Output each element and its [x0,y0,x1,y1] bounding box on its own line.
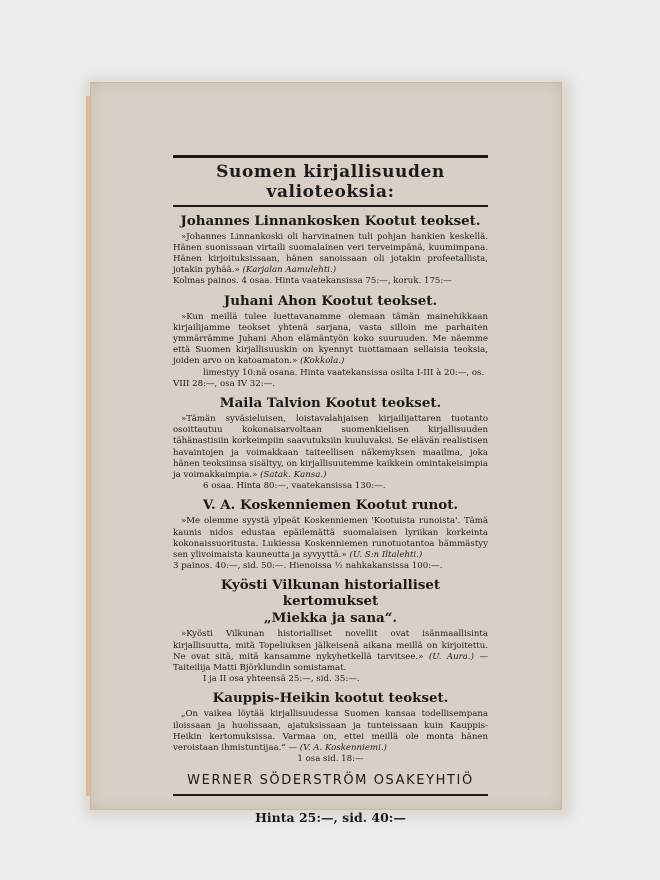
section-quote: „On vaikea löytää kirjallisuudessa Suomen kansaa todellisempana iloissaan ja huolissaan, ajatuksissaan ja tunteissaan kuin Kauppis-Heikin kertomuksissa. Varmaa on, ettei meillä ole monta hänen veroistaan ihmistuntijaa.“ — (V. A. Koskenniemi.) [173,709,488,753]
section-linnankoski [173,213,488,288]
book-price: Hinta 25:—, sid. 40:— [255,810,406,826]
section-quote: »Me olemme syystä ylpeät Koskenniemen 'Kootuista runoista'. Tämä kaunis nidos edustaa epäilemättä suomalaisen lyriikan korkeinta kokonaissuoritusta. Lukiessa Koskenniemen runotuotantoa hämmästyy sen ylivoimaista kauneutta ja syvyyttä.» (U. S:n Iltalehti.) [173,516,488,560]
quote-source: (V. A. Koskenniemi.) [299,743,387,753]
cover-text-block [173,155,488,825]
quote-source: (U. S:n Iltalehti.) [349,549,423,560]
section-aho [173,293,488,390]
book-back-cover [90,82,562,826]
publisher-name: WERNER SÖDERSTRÖM OSAKEYHTIÖ [187,773,474,789]
section-extra: — Taiteilija Matti Björklundin somistamat. [173,651,489,673]
main-heading: Suomen kirjallisuuden valioteoksia: [216,162,445,202]
section-price: 3 painos. 40:—, sid. 50:—. Hienoissa ½ nahkakansissa 100:—. [173,561,443,572]
section-quote: »Kun meillä tulee luettavanamme olemaan tämän mainehikkaan kirjailijamme teokset yhtenä sarjana, vasta silloin me parhaiten ymmärrämme Juhani Ahon elämäntyön koko suuruuden. Me näemme että Suomen kirjallisuuskin on kyennyt tuottamaan sellaisia teoksia, joiden arvo on katoamaton.» (Kokkola.) [173,311,488,367]
publisher-rule [173,794,488,796]
section-title: Maila Talvion Kootut teokset. [219,394,442,411]
quote-source: (Kokkola.) [300,356,345,367]
section-title: Kyösti Vilkunan historialliset kertomukset [220,577,441,610]
section-price: I ja II osa yhteensä 25:—, sid. 35:—. [203,674,360,685]
section-vilkuna [173,577,488,685]
section-price: 6 osaa. Hinta 80:—, vaatekansissa 130:—. [203,481,386,492]
section-subtitle: „Miekka ja sana“. [263,610,398,627]
section-title: Kauppis-Heikin kootut teokset. [212,690,449,707]
top-rule [173,155,488,158]
section-kauppis-heikki [173,690,488,765]
section-quote: »Tämän syväsieluisen, loistavalahjaisen kirjailijattaren tuotanto osoittautuu kokonaisarvoltaan suomenkielisen kirjallisuuden tähänastisiin korkeimpiin saavutuksiin kuuluvaksi. Se elävän realistisen havaintojen ja voimakkaan taiteellisen näkemyksen maailma, joka hänen teoksiinsa sisältyy, on kirjallisuutemme kaikkein omintakeisimpia ja voimakkaimpia.» (Satak. Kansa.) [173,413,488,480]
section-quote: »Johannes Linnankoski oli harvinainen tuli pohjan hankien keskellä. Hänen suonissaan virtaili suomalainen veri terveimpänä, kuumimpana. Hänen kirjoituksissaan, hänen sanoissaan oli jotakin profeetallista, jotakin pyhää.» (Karjalan Aamulehti.) [173,231,488,276]
section-price: limestyy 10:nä osana. Hinta vaatekansissa osilta I-III à 20:—, os. VIII 28:—, osa IV 32:—. [173,367,485,389]
section-title: V. A. Koskenniemen Kootut runot. [202,497,459,514]
heading-underline [173,205,488,207]
quote-source: (Satak. Kansa.) [260,469,327,480]
section-price: 1 osa sid. 18:— [297,754,364,765]
section-talvio [173,395,488,492]
section-price: Kolmas painos. 4 osaa. Hinta vaatekansissa 75:—, koruk. 175:— [173,276,452,287]
quote-source: (U. Aura.) [428,651,474,662]
section-quote: »Kyösti Vilkunan historialliset novellit ovat isänmaallisinta kirjallisuutta, mitä Topeliuksen jälkeisenä aikana meillä on kirjoitettu. Ne ovat sitä, mitä kansamme nykyhetkellä tarvitsee.» (U. Aura.) — Taiteilija Matti Björklundin somistamat. [173,629,489,673]
section-koskenniemi [173,497,488,572]
section-title: Juhani Ahon Kootut teokset. [223,292,438,309]
section-title: Johannes Linnankosken Kootut teokset. [180,212,481,229]
quote-source: (Karjalan Aamulehti.) [242,265,337,276]
